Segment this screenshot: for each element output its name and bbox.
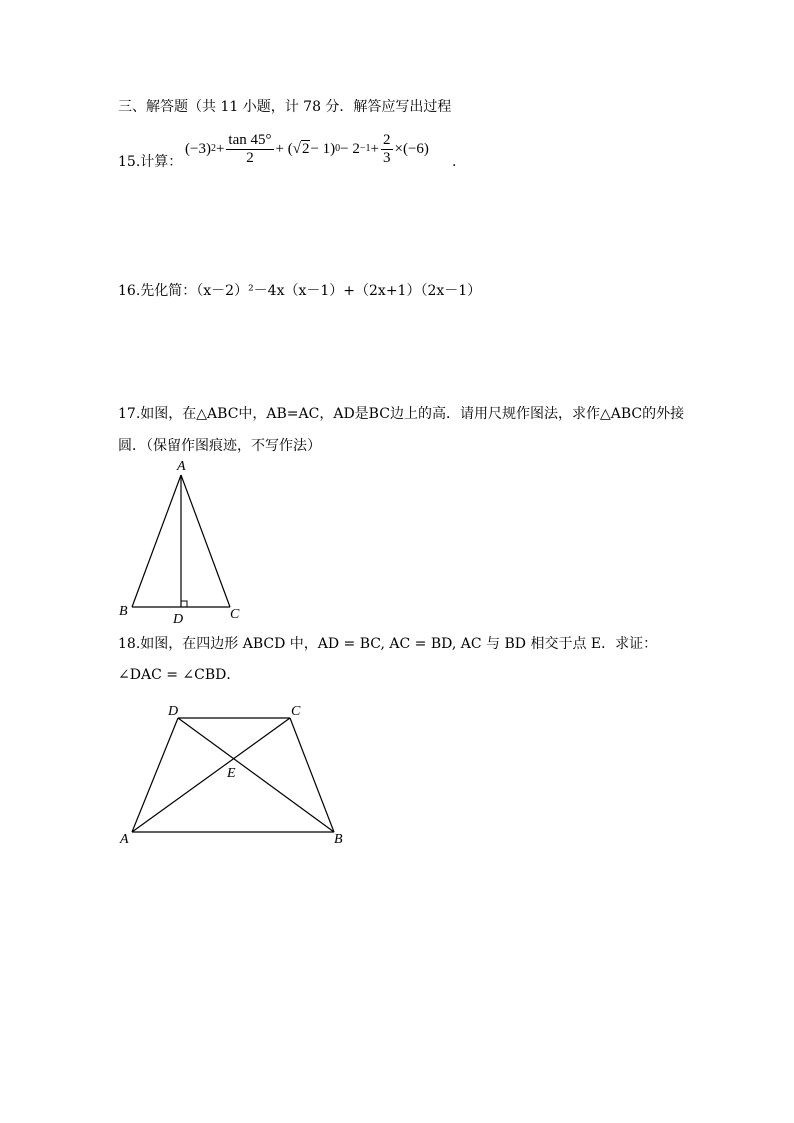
label-c: C — [291, 704, 301, 719]
label-c: C — [230, 607, 240, 622]
expr-operator: + — [370, 140, 379, 157]
q17-line1: 17.如图，在△ABC中，AB=AC，AD是BC边上的高．请用尺规作图法，求作△ABC的外接 — [118, 406, 685, 422]
label-d: D — [168, 704, 179, 719]
label-d: D — [173, 612, 184, 627]
sqrt-symbol: √ — [292, 140, 301, 157]
side-ab — [132, 475, 181, 607]
q17-line2: 圆．（保留作图痕迹，不写作法） — [118, 438, 321, 454]
fraction-tan — [226, 132, 273, 167]
expr-term: − 2 — [340, 140, 360, 157]
fraction-numerator: tan 45° — [228, 131, 272, 148]
expr-operator: + ( — [275, 140, 293, 157]
fraction-numerator: 2 — [383, 131, 391, 148]
label-b: B — [334, 832, 343, 847]
sqrt-argument: 2 — [301, 141, 310, 157]
diagonal-ac — [132, 718, 290, 832]
fraction-denominator: 2 — [246, 149, 254, 166]
q15-expression: (−3) 2 + $\frac{\tan 45^\circ}{2}$ + ( √ 2 − 1) 0 − 2 −1 + $\frac{2}{3}$ ×(−6) — [185, 131, 429, 166]
q16-text: 16.先化简：（x－2）²－4x（x－1）+（2x+1）（2x－1） — [118, 283, 482, 299]
label-e: E — [227, 766, 236, 781]
expr-term: (−3) — [185, 140, 211, 157]
expr-term: − 1) — [310, 140, 336, 157]
q17-triangle-figure — [110, 455, 250, 630]
label-a: A — [177, 459, 186, 474]
q18-quadrilateral-figure — [110, 698, 360, 848]
side-cb — [290, 718, 334, 832]
label-b: B — [119, 604, 128, 619]
section-heading: 三、解答题（共 11 小题，计 78 分．解答应写出过程 — [118, 99, 452, 115]
q18-line1: 18.如图，在四边形 ABCD 中，AD = BC, AC = BD, AC 与 BD 相交于点 E．求证： — [118, 636, 658, 652]
expr-term: ×(−6) — [394, 140, 429, 157]
q18-line2: ∠DAC = ∠CBD． — [118, 667, 241, 683]
diagonal-bd — [178, 718, 334, 832]
expr-operator: + — [215, 140, 225, 157]
side-ac — [181, 475, 230, 607]
fraction-denominator: 3 — [383, 149, 391, 166]
right-angle-mark — [181, 601, 187, 607]
q15-period: . — [452, 154, 457, 170]
label-a: A — [120, 832, 129, 847]
q15-label: 15.计算： — [118, 154, 183, 170]
fraction-two-thirds — [381, 132, 393, 167]
